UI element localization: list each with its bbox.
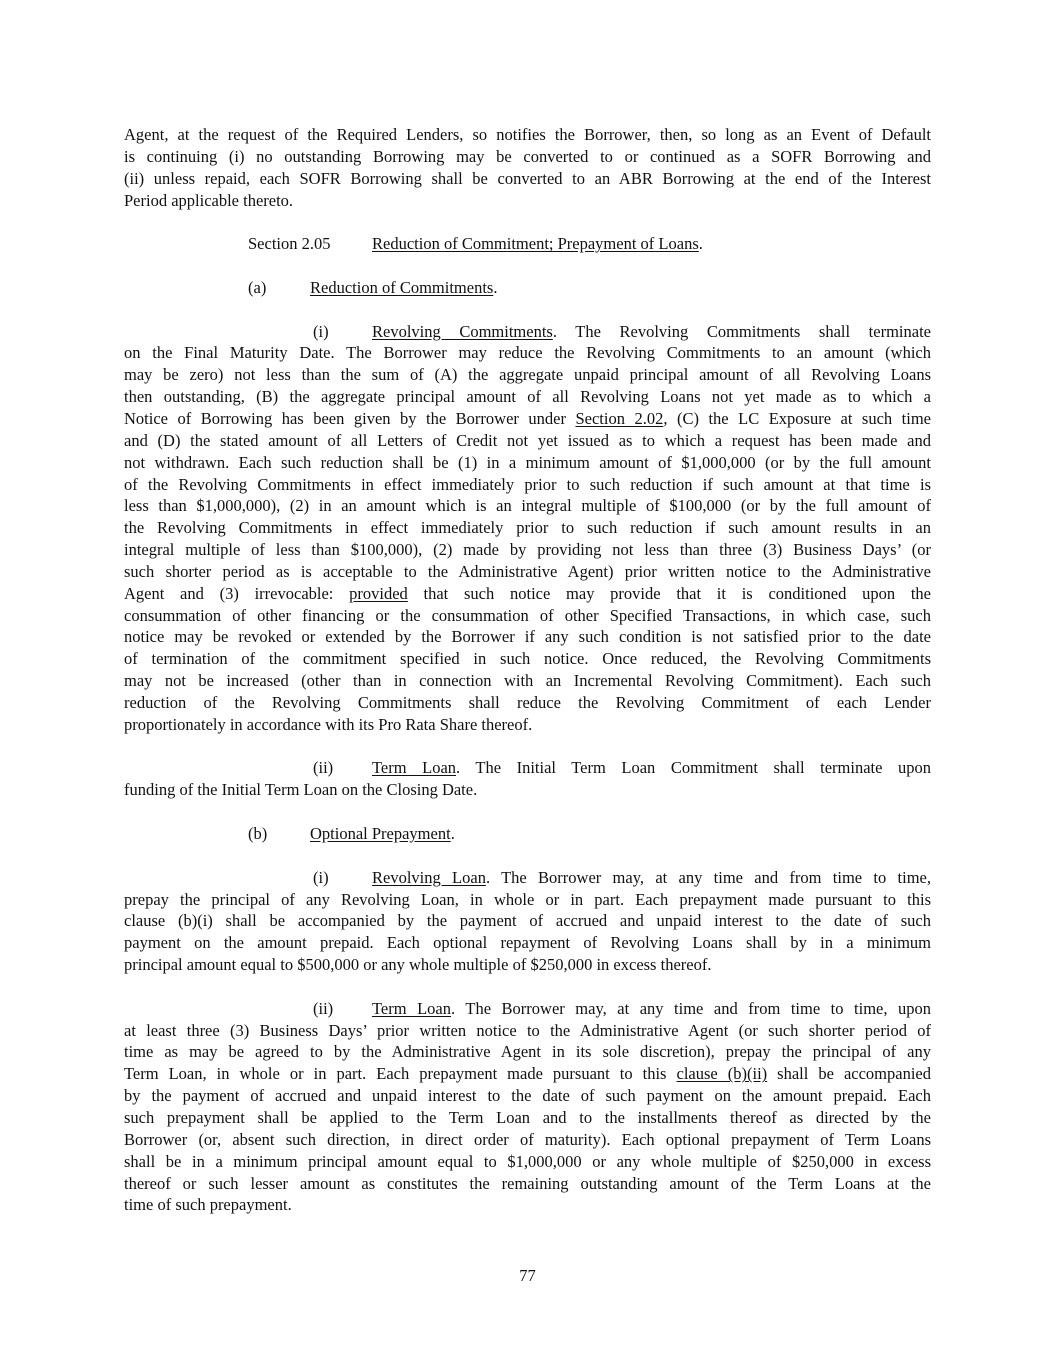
cross-reference: Section 2.02 bbox=[575, 408, 664, 428]
text-line bbox=[124, 910, 931, 932]
text-line bbox=[124, 867, 931, 889]
text-run: the Revolving Commitments in effect immediately prior to such reduction if such amount results in an bbox=[124, 518, 931, 538]
text-run: Borrower (or, absent such direction, in direct order of maturity). Each optional prepayment of Term Loans bbox=[124, 1129, 931, 1149]
heading-title bbox=[310, 277, 497, 299]
text-run: Notice of Borrowing has been given by the Borrower under bbox=[124, 408, 576, 428]
text-run: thereof or such lesser amount as constitutes the remaining outstanding amount of the Term Loans at the bbox=[124, 1173, 931, 1193]
text-line bbox=[124, 757, 931, 779]
text-line bbox=[124, 517, 931, 539]
text-line bbox=[124, 495, 931, 517]
clause-title: Revolving Loan bbox=[372, 867, 486, 887]
text-line bbox=[124, 1085, 931, 1107]
text-run: may be zero) not less than the sum of (A) the aggregate unpaid principal amount of all Revolving Loans bbox=[124, 365, 931, 385]
text-line bbox=[124, 1194, 931, 1216]
heading-punct: . bbox=[493, 277, 498, 297]
subsection-heading bbox=[124, 823, 931, 845]
paragraph bbox=[124, 867, 931, 976]
text-run: that such notice may provide that it is conditioned upon the bbox=[407, 583, 931, 603]
text-line bbox=[124, 889, 931, 911]
text-run: reduction of the Revolving Commitments shall reduce the Revolving Commitment of each Lender bbox=[124, 692, 931, 712]
page-number: 77 bbox=[519, 1266, 536, 1285]
text-run: by the payment of accrued and unpaid interest to the date of such payment on the amount prepaid. Each bbox=[124, 1086, 931, 1106]
heading-punct: . bbox=[698, 234, 703, 254]
text-line bbox=[124, 1063, 931, 1085]
text-line bbox=[124, 386, 931, 408]
text-line bbox=[124, 124, 931, 146]
text-run: prepay the principal of any Revolving Loan, in whole or in part. Each prepayment made pursuant to this bbox=[124, 889, 931, 909]
heading-label: (a) bbox=[248, 277, 267, 297]
text-run: Agent, at the request of the Required Lenders, so notifies the Borrower, then, so long as an Event of Default bbox=[124, 125, 931, 144]
text-run: (ii) unless repaid, each SOFR Borrowing shall be converted to an ABR Borrowing at the end of the Interest bbox=[124, 168, 931, 188]
text-line bbox=[124, 626, 931, 648]
clause-label: (ii) bbox=[313, 998, 334, 1018]
text-line bbox=[124, 648, 931, 670]
text-run: then outstanding, (B) the aggregate principal amount of all Revolving Loans not yet made as to which a bbox=[124, 387, 931, 407]
text-line bbox=[124, 1173, 931, 1195]
text-line bbox=[124, 932, 931, 954]
text-line bbox=[124, 1129, 931, 1151]
text-run: not withdrawn. Each such reduction shall be (1) in a minimum amount of $1,000,000 (or by the full amount bbox=[124, 452, 931, 472]
heading-label: Section 2.05 bbox=[248, 234, 331, 254]
text-run: on the Final Maturity Date. The Borrower may reduce the Revolving Commitments to an amount (which bbox=[124, 343, 931, 363]
text-run: of termination of the commitment specified in such notice. Once reduced, the Revolving Commitments bbox=[124, 649, 931, 669]
text-line bbox=[124, 321, 931, 343]
heading-title-text: Reduction of Commitment; Prepayment of Loans bbox=[372, 234, 699, 254]
clause-label: (i) bbox=[313, 867, 329, 887]
text-line bbox=[124, 779, 931, 801]
text-line bbox=[124, 452, 931, 474]
clause-text bbox=[372, 757, 931, 779]
text-run: shall be in a minimum principal amount equal to $1,000,000 or any whole multiple of $250,000 in excess bbox=[124, 1151, 931, 1171]
text-line bbox=[124, 1041, 931, 1063]
clause-label: (ii) bbox=[313, 758, 334, 778]
text-line bbox=[124, 998, 931, 1020]
text-run: Term Loan, in whole or in part. Each prepayment made pursuant to this bbox=[124, 1064, 677, 1084]
text-run: notice may be revoked or extended by the Borrower if any such condition is not satisfied prior to the date bbox=[124, 627, 931, 647]
text-run: clause (b)(i) shall be accompanied by the payment of accrued and unpaid interest to the date of such bbox=[124, 911, 931, 931]
text-line bbox=[124, 190, 931, 212]
text-run: may not be increased (other than in connection with an Incremental Revolving Commitment). Each such bbox=[124, 671, 931, 691]
paragraph bbox=[124, 998, 931, 1216]
text-run: . The Revolving Commitments shall terminate bbox=[552, 321, 931, 341]
heading-title bbox=[310, 823, 455, 845]
text-line bbox=[124, 408, 931, 430]
text-line bbox=[124, 430, 931, 452]
clause-text bbox=[372, 998, 931, 1020]
text-line bbox=[124, 605, 931, 627]
text-line bbox=[124, 583, 931, 605]
heading-title-text: Optional Prepayment bbox=[310, 824, 451, 843]
document-body bbox=[124, 124, 931, 1238]
text-run: consummation of other financing or the consummation of other Specified Transactions, in which case, such bbox=[124, 605, 931, 625]
text-line bbox=[124, 561, 931, 583]
text-line bbox=[124, 474, 931, 496]
text-run: at least three (3) Business Days’ prior written notice to the Administrative Agent (or such shorter period of bbox=[124, 1020, 931, 1040]
heading-title-text: Reduction of Commitments bbox=[310, 277, 494, 297]
text-line bbox=[124, 670, 931, 692]
clause-label: (i) bbox=[313, 321, 329, 341]
text-run: Agent and (3) irrevocable: bbox=[124, 583, 350, 603]
cross-reference: clause (b)(ii) bbox=[676, 1064, 768, 1084]
clause-text bbox=[372, 321, 931, 343]
text-run: time as may be agreed to by the Administrative Agent in its sole discretion), prepay the principal of any bbox=[124, 1042, 931, 1062]
text-run: shall be accompanied bbox=[767, 1064, 931, 1084]
text-line bbox=[124, 539, 931, 561]
text-run: funding of the Initial Term Loan on the Closing Date. bbox=[124, 780, 478, 800]
section-heading bbox=[124, 233, 931, 255]
text-run: time of such prepayment. bbox=[124, 1195, 292, 1215]
text-line bbox=[124, 1151, 931, 1173]
text-line bbox=[124, 692, 931, 714]
text-run: less than $1,000,000), (2) in an amount which is an integral multiple of $100,000 (or by the full amount of bbox=[124, 496, 931, 516]
text-line bbox=[124, 714, 931, 736]
text-run: . The Borrower may, at any time and from time to time, bbox=[485, 867, 931, 887]
heading-punct: . bbox=[450, 824, 455, 843]
text-run: payment on the amount prepaid. Each optional repayment of Revolving Loans shall by in a minimum bbox=[124, 933, 931, 953]
cross-reference: provided bbox=[349, 583, 408, 603]
clause-text bbox=[372, 867, 931, 889]
text-line bbox=[124, 1020, 931, 1042]
text-run: Period applicable thereto. bbox=[124, 190, 294, 210]
text-line bbox=[124, 342, 931, 364]
text-run: such prepayment shall be applied to the Term Loan and to the installments thereof as directed by the bbox=[124, 1107, 931, 1127]
text-run: , (C) the LC Exposure at such time bbox=[663, 408, 931, 428]
heading-label: (b) bbox=[248, 824, 268, 843]
paragraph bbox=[124, 757, 931, 801]
clause-title: Revolving Commitments bbox=[372, 321, 553, 341]
text-run: proportionately in accordance with its Pro Rata Share thereof. bbox=[124, 714, 533, 734]
subsection-heading bbox=[124, 277, 931, 299]
text-run: of the Revolving Commitments in effect immediately prior to such reduction if such amount at that time is bbox=[124, 474, 931, 494]
text-line bbox=[124, 954, 931, 976]
text-run: integral multiple of less than $100,000), (2) made by providing not less than three (3) Business Days’ (or bbox=[124, 540, 931, 560]
text-run: principal amount equal to $500,000 or any whole multiple of $250,000 in excess thereof. bbox=[124, 955, 712, 975]
paragraph bbox=[124, 321, 931, 736]
text-run: . The Borrower may, at any time and from time to time, upon bbox=[451, 998, 931, 1018]
text-line bbox=[124, 364, 931, 386]
text-run: . The Initial Term Loan Commitment shall terminate upon bbox=[456, 758, 931, 778]
clause-title: Term Loan bbox=[372, 998, 452, 1018]
text-run: such shorter period as is acceptable to the Administrative Agent) prior written notice to the Administrative bbox=[124, 561, 931, 581]
heading-title bbox=[372, 233, 703, 255]
text-line bbox=[124, 168, 931, 190]
text-run: and (D) the stated amount of all Letters of Credit not yet issued as to which a request has been made and bbox=[124, 430, 931, 450]
text-run: is continuing (i) no outstanding Borrowing may be converted to or continued as a SOFR Borrowing and bbox=[124, 146, 931, 166]
paragraph bbox=[124, 124, 931, 211]
clause-title: Term Loan bbox=[372, 758, 457, 778]
text-line bbox=[124, 146, 931, 168]
text-line bbox=[124, 1107, 931, 1129]
